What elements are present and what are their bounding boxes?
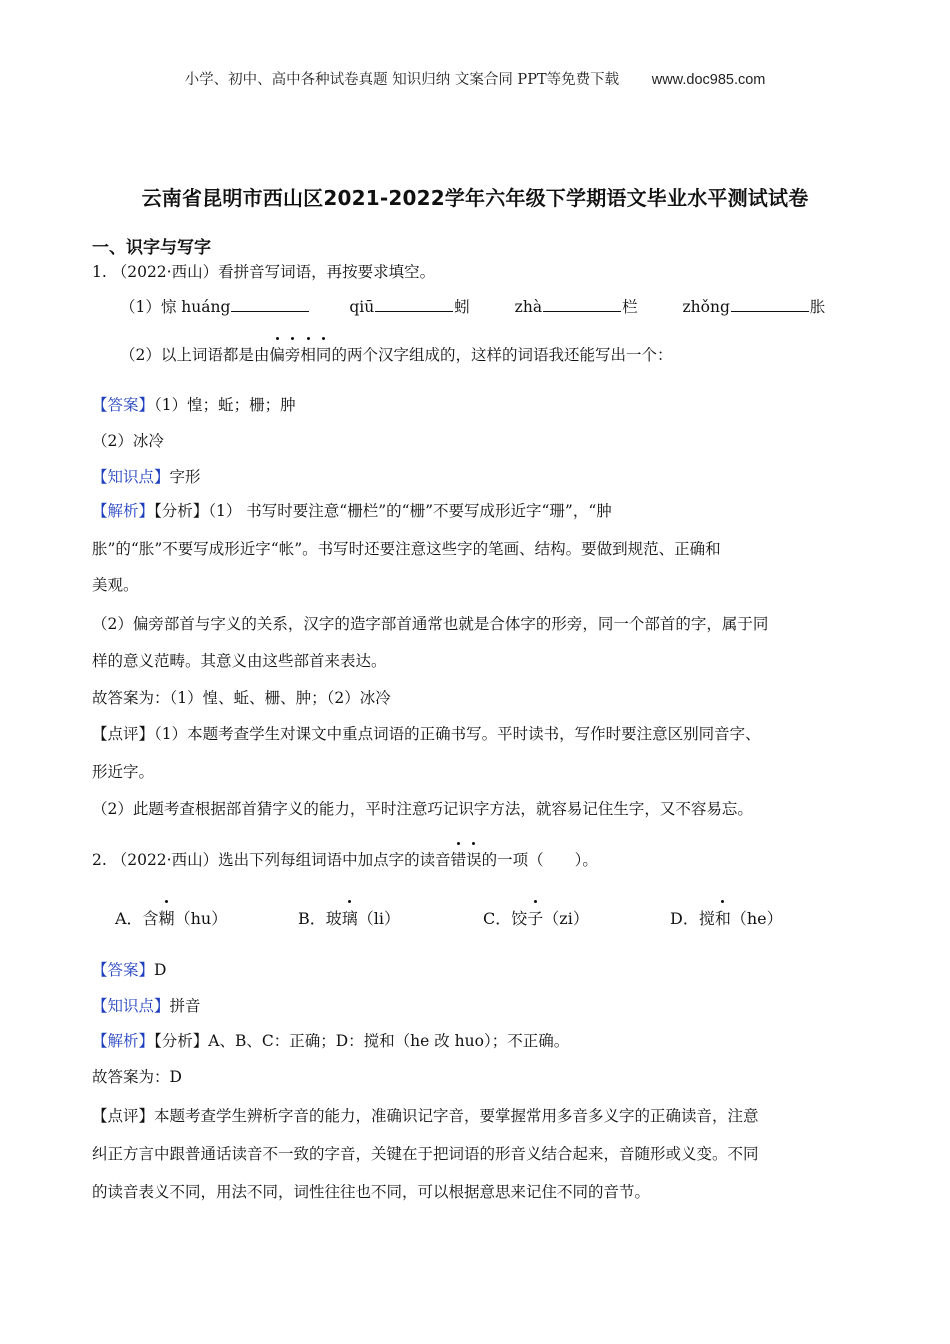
option-prefix: B．玻 bbox=[298, 909, 342, 928]
q1-comment-l2: 形近字。 bbox=[92, 763, 155, 781]
option-dotted-char: 和 bbox=[715, 906, 731, 929]
section-heading: 一、识字与写字 bbox=[92, 238, 211, 258]
q2-analysis-text: 【分析】A、B、C：正确；D：搅和（he 改 huo）；不正确。 bbox=[154, 1032, 570, 1050]
analysis-tag: 【解析】 bbox=[92, 502, 155, 520]
q2-comment-l2: 纠正方言中跟普通话读音不一致的字音，关键在于把词语的形音义结合起来，音随形或义变。不同 bbox=[92, 1145, 759, 1163]
q1-item-1-label: （1）惊 huáng bbox=[120, 298, 231, 316]
q1-blank-2[interactable] bbox=[375, 310, 453, 312]
q1-part1 bbox=[120, 295, 825, 317]
option-prefix: A．含 bbox=[115, 909, 159, 928]
q2-option-c[interactable] bbox=[483, 906, 589, 929]
answer-tag: 【答案】 bbox=[92, 961, 155, 979]
q1-answer-2: （2）冰冷 bbox=[92, 432, 164, 450]
answer-tag: 【答案】 bbox=[92, 396, 155, 414]
q2-stem-dotted bbox=[451, 851, 482, 869]
q2-comment-l3: 的读音表义不同，用法不同，词性往往也不同，可以根据意思来记住不同的音节。 bbox=[92, 1183, 651, 1201]
q2-stem-prefix: 2. （2022·西山）选出下列每组词语中加点字的读音 bbox=[92, 851, 451, 869]
page-header bbox=[0, 68, 950, 89]
dotted-char: 旁 bbox=[285, 343, 301, 365]
q1-answer-1: （1）惶；蚯；栅；肿 bbox=[154, 396, 296, 414]
q1-stem: 1. （2022·西山）看拼音写词语，再按要求填空。 bbox=[92, 263, 436, 281]
q1-part2-dotted bbox=[269, 346, 331, 364]
q1-item-3-suffix: 栏 bbox=[622, 298, 638, 316]
q1-analysis-l5: 样的意义范畴。其意义由这些部首来表达。 bbox=[92, 652, 387, 670]
q2-stem-suffix: 的一项（ ）。 bbox=[481, 851, 598, 869]
exam-title: 云南省昆明市西山区2021-2022学年六年级下学期语文毕业水平测试试卷 bbox=[141, 186, 809, 210]
option-dotted-char: 子 bbox=[527, 906, 543, 929]
q1-answer bbox=[92, 393, 296, 415]
dotted-char: 同 bbox=[316, 343, 332, 365]
q2-answer bbox=[92, 958, 166, 980]
q2-option-a[interactable] bbox=[115, 906, 227, 929]
q1-part2 bbox=[120, 343, 672, 365]
q1-blank-4[interactable] bbox=[731, 310, 809, 312]
knowledge-tag: 【知识点】 bbox=[92, 468, 170, 486]
dotted-char: 误 bbox=[466, 848, 482, 870]
q1-analysis bbox=[92, 499, 612, 521]
dotted-char: 相 bbox=[300, 343, 316, 365]
q1-part2-suffix: 的两个汉字组成的，这样的词语我还能写出一个： bbox=[331, 346, 673, 364]
q1-blank-1[interactable] bbox=[231, 310, 309, 312]
q2-final: 故答案为：D bbox=[92, 1068, 182, 1086]
q1-item-2-pinyin: qiū bbox=[349, 298, 375, 316]
q2-option-d[interactable] bbox=[670, 906, 783, 929]
q1-comment-l1: 【点评】（1）本题考查学生对课文中重点词语的正确书写。平时读书，写作时要注意区别同音字、 bbox=[92, 725, 761, 743]
dotted-char: 偏 bbox=[269, 343, 285, 365]
option-dotted-char: 璃 bbox=[342, 906, 358, 929]
q1-item-3-pinyin: zhà bbox=[514, 298, 543, 316]
q2-knowledge bbox=[92, 994, 201, 1016]
q1-analysis-l4: （2）偏旁部首与字义的关系，汉字的造字部首通常也就是合体字的形旁，同一个部首的字，属于同 bbox=[92, 615, 769, 633]
q2-option-b[interactable] bbox=[298, 906, 400, 929]
q1-analysis-l3: 美观。 bbox=[92, 576, 139, 594]
q2-knowledge-value: 拼音 bbox=[169, 997, 201, 1015]
q1-knowledge-value: 字形 bbox=[169, 468, 201, 486]
q2-answer-value: D bbox=[154, 961, 167, 979]
q1-item-2-suffix: 蚓 bbox=[454, 298, 470, 316]
dotted-char: 错 bbox=[451, 848, 467, 870]
option-prefix: C．饺 bbox=[483, 909, 528, 928]
q2-stem bbox=[92, 848, 598, 870]
q1-item-4-pinyin: zhǒng bbox=[682, 298, 730, 316]
q1-analysis-l2: 胀”的“胀”不要写成形近字“帐”。书写时还要注意这些字的笔画、结构。要做到规范、正确和 bbox=[92, 540, 721, 558]
header-site-link[interactable]: www.doc985.com bbox=[651, 72, 766, 88]
q1-final: 故答案为：（1）惶、蚯、栅、肿；（2）冰冷 bbox=[92, 689, 391, 707]
q1-blank-3[interactable] bbox=[543, 310, 621, 312]
q2-comment-l1: 【点评】本题考查学生辨析字音的能力，准确识记字音，要掌握常用多音多义字的正确读音，注意 bbox=[92, 1107, 759, 1125]
header-text: 小学、初中、高中各种试卷真题 知识归纳 文案合同 PPT等免费下载 bbox=[184, 72, 620, 88]
q1-comment-l3: （2）此题考查根据部首猜字义的能力，平时注意巧记识字方法，就容易记住生字，又不容易忘。 bbox=[92, 800, 753, 818]
option-pinyin: （hu） bbox=[174, 909, 228, 928]
option-pinyin: （he） bbox=[730, 909, 783, 928]
option-pinyin: （li） bbox=[357, 909, 401, 928]
option-prefix: D．搅 bbox=[670, 909, 715, 928]
q1-part2-prefix: （2）以上词语都是由 bbox=[120, 346, 270, 364]
knowledge-tag: 【知识点】 bbox=[92, 997, 170, 1015]
q1-knowledge bbox=[92, 465, 201, 487]
option-dotted-char: 糊 bbox=[159, 906, 175, 929]
q2-analysis bbox=[92, 1029, 569, 1051]
option-pinyin: （zi） bbox=[543, 909, 589, 928]
q1-item-4-suffix: 胀 bbox=[809, 298, 826, 316]
analysis-tag: 【解析】 bbox=[92, 1032, 155, 1050]
q1-analysis-l1: 【分析】（1） 书写时要注意“栅栏”的“栅”不要写成形近字“珊”，“肿 bbox=[154, 502, 612, 520]
